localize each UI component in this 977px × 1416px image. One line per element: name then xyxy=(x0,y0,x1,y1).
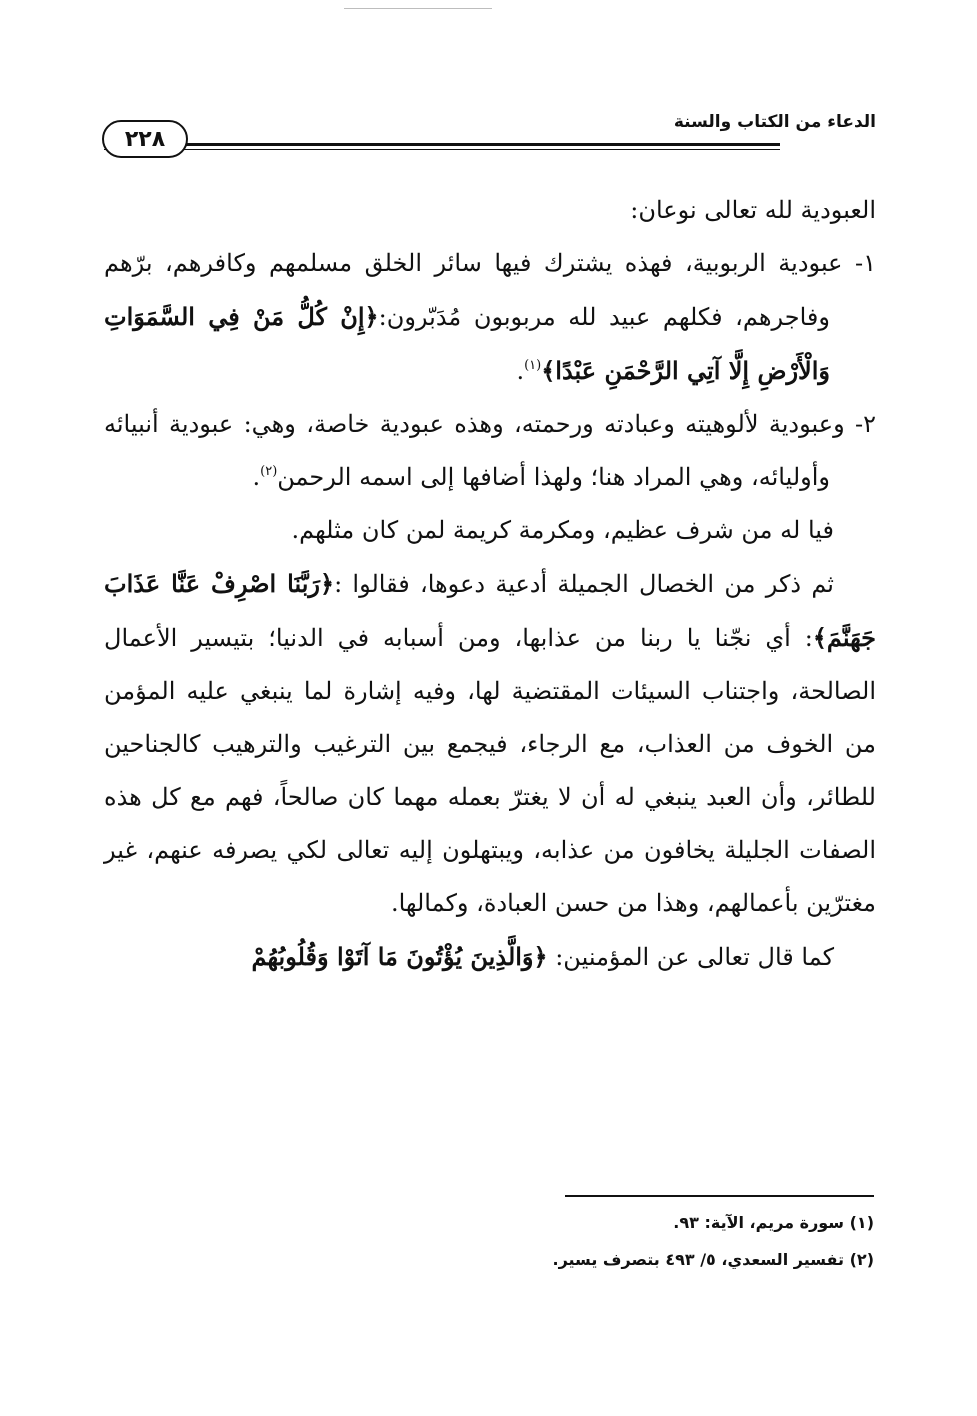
item1-end: . xyxy=(516,357,525,385)
quran-verse-2: ﴿رَبَّنَا اصْرِفْ عَنَّا عَذَابَ جَهَنَّمَ﴾ xyxy=(104,569,876,652)
paragraph-honor: فيا له من شرف عظيم، ومكرمة كريمة لمن كان مثلهم. xyxy=(291,516,834,544)
running-title: الدعاء من الكتاب والسنة xyxy=(673,112,876,132)
footnote-2: (٢) تفسير السعدي، ٥/ ٤٩٣ بتصرف يسير. xyxy=(552,1250,874,1269)
item1-text: ١- عبودية الربوبية، فهذه يشترك فيها سائر الخلق مسلمهم وكافرهم، برّهم وفاجرهم، فكلهم عبيد لله مربوبون مُدَبّرون: xyxy=(104,249,876,331)
footnote-separator xyxy=(565,1195,874,1197)
paragraph-supplication xyxy=(104,557,876,930)
footnote-ref-1[interactable]: (١) xyxy=(524,358,542,373)
list-item-2 xyxy=(104,398,876,504)
header-rule-thick xyxy=(104,143,780,146)
page-number: ٢٢٨ xyxy=(102,120,188,158)
item2-end: . xyxy=(252,463,261,491)
list-item-1 xyxy=(104,237,876,398)
footnotes xyxy=(300,1204,874,1278)
intro-line: العبودية لله تعالى نوعان: xyxy=(630,196,876,224)
para2-before: ثم ذكر من الخصال الجميلة أدعية دعوها، فقالوا : xyxy=(334,570,834,598)
footnote-ref-2[interactable]: (٢) xyxy=(260,464,278,479)
para2-after: : أي نجّنا يا ربنا من عذابها، ومن أسبابه في الدنيا؛ بتيسير الأعمال الصالحة، واجتناب السيئات المقتضية لها، وفيه إشارة لما ينبغي عليه المؤمن من الخوف من العذاب، مع الرجاء، فيجمع بين الترغيب والترهيب كالجناحين للطائر، وأن العبد ينبغي له أن لا يغترّ بعمله مهما كان صالحاً، فهم مع كل هذه الصفات الجليلة يخافون من عذابه، ويبتهلون إليه تعالى لكي يصرفه عنهم، غير مغترّين بأعمالهم، وهذا من حسن العبادة، وكمالها. xyxy=(104,624,877,917)
quran-verse-3: ﴿وَالَّذِينَ يُؤْتُونَ مَا آتَوْا وَقُلُوبُهُمْ xyxy=(251,942,548,971)
footnote-1: (١) سورة مريم، الآية: ٩٣. xyxy=(673,1213,874,1232)
top-edge-line xyxy=(344,8,492,9)
paragraph-believers xyxy=(104,930,876,984)
main-text xyxy=(104,184,876,984)
running-header xyxy=(104,108,876,162)
header-rule-thin xyxy=(104,149,780,150)
quran-verse-1: ﴿إِنْ كُلُّ مَنْ فِي السَّمَوَاتِ وَالْأَرْضِ إِلَّا آتِي الرَّحْمَنِ عَبْدًا﴾ xyxy=(104,302,830,385)
para3-before: كما قال تعالى عن المؤمنين: xyxy=(547,943,834,971)
item2-text: ٢- وعبودية لألوهيته وعبادته ورحمته، وهذه عبودية خاصة، وهي: عبودية أنبيائه وأوليائه، وهي المراد هنا؛ ولهذا أضافها إلى اسمه الرحمن xyxy=(104,410,876,491)
